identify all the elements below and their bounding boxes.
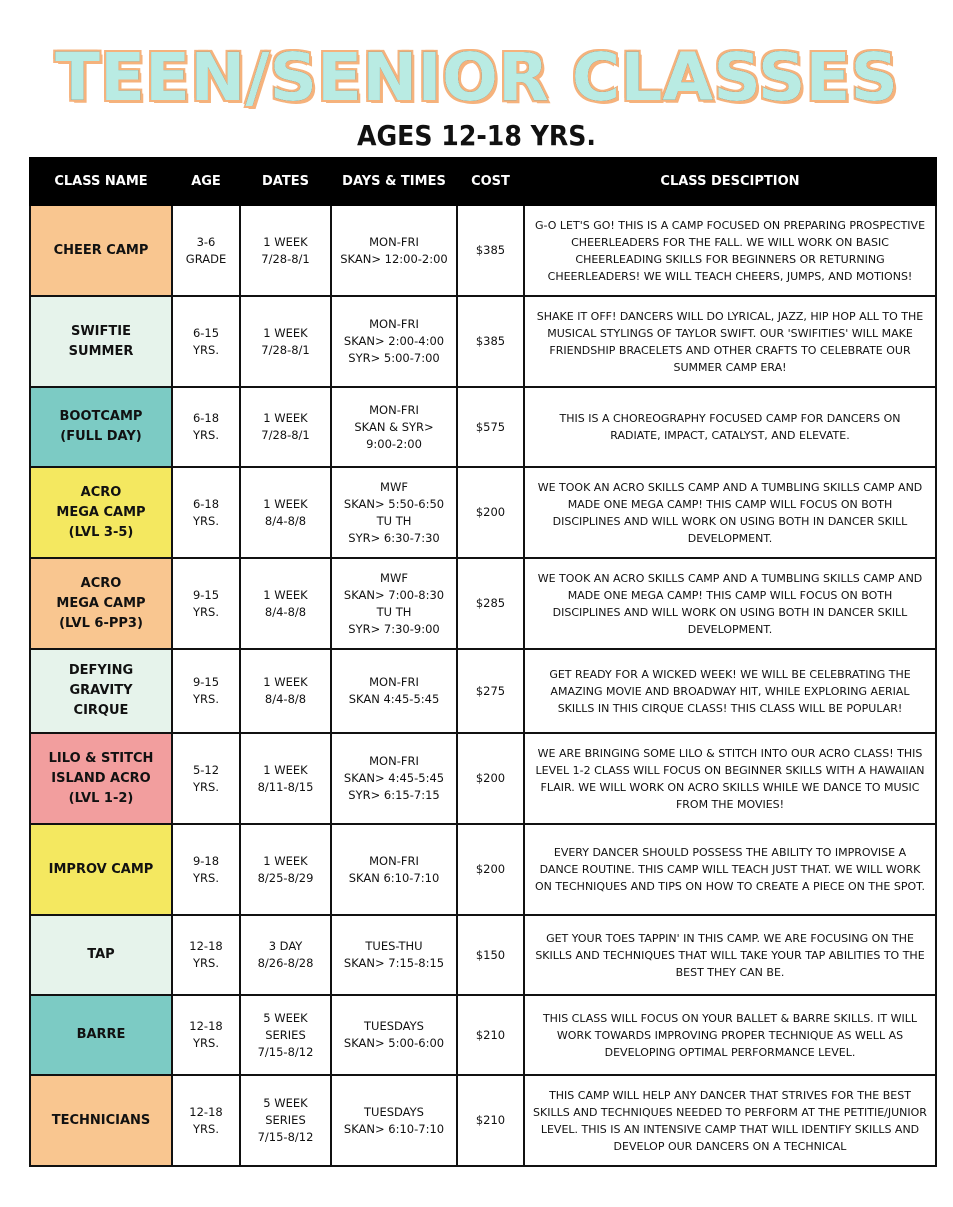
- description-cell-text: EVERY DANCER SHOULD POSSESS THE ABILITY TO IMPROVISE A DANCE ROUTINE. THIS CAMP WILL TEACH JUST THAT. WE WILL WORK ON TECHNIQUES AND TIPS ON HOW TO CREATE A PIECE ON THE SPOT.: [534, 846, 926, 893]
- cost-cell-text: $275: [475, 683, 506, 698]
- class-name-cell: [30, 733, 172, 824]
- age-cell: [172, 1075, 240, 1166]
- table-row: [30, 995, 936, 1075]
- dates-cell: [240, 995, 331, 1075]
- dates-cell: [240, 824, 331, 915]
- age-cell-text: 6-18 YRS.: [192, 411, 220, 442]
- age-cell-text: 3-6 GRADE: [185, 234, 227, 266]
- description-cell: [524, 824, 936, 915]
- dates-cell: [240, 296, 331, 387]
- cost-cell: [457, 1075, 524, 1166]
- table-row: [30, 824, 936, 915]
- age-cell: [172, 824, 240, 915]
- header-class-name: CLASS NAME: [30, 158, 172, 205]
- table-row: [30, 733, 936, 824]
- class-name-cell-text: IMPROV CAMP: [48, 861, 154, 877]
- class-name-cell-text: CHEER CAMP: [53, 242, 149, 258]
- description-cell-text: THIS CAMP WILL HELP ANY DANCER THAT STRIVES FOR THE BEST SKILLS AND TECHNIQUES NEEDED TO PERFORM AT THE PETITIE/JUNIOR LEVEL. THIS IS AN INTENSIVE CAMP THAT WILL IDENTIFY SKILLS AND DEVELOP OUR DANCERS ON A TECHNICAL: [533, 1088, 927, 1153]
- table-row: [30, 387, 936, 467]
- description-cell: [524, 995, 936, 1075]
- description-cell-text: WE TOOK AN ACRO SKILLS CAMP AND A TUMBLING SKILLS CAMP AND MADE ONE MEGA CAMP! THIS CAMP WILL FOCUS ON BOTH DISCIPLINES AND WILL WORK ON USING BOTH IN DANCER SKILL DEVELOPMENT.: [537, 571, 923, 636]
- class-schedule-table: [29, 157, 937, 1167]
- days-times-cell-text: TUESDAYS SKAN> 5:00-6:00: [343, 1019, 445, 1050]
- page-subtitle: AGES 12-18 YRS.: [357, 119, 596, 152]
- age-cell-text: 9-18 YRS.: [192, 853, 220, 885]
- cost-cell: [457, 558, 524, 649]
- description-cell: [524, 915, 936, 995]
- dates-cell: [240, 205, 331, 296]
- header-age: AGE: [172, 158, 240, 205]
- cost-cell-text: $285: [475, 596, 506, 610]
- dates-cell-text: 5 WEEK SERIES 7/15-8/12: [257, 1096, 314, 1144]
- description-cell-text: THIS IS A CHOREOGRAPHY FOCUSED CAMP FOR DANCERS ON RADIATE, IMPACT, CATALYST, AND ELEVATE.: [559, 412, 901, 442]
- days-times-cell: [331, 733, 457, 824]
- dates-cell: [240, 387, 331, 467]
- description-cell: [524, 205, 936, 296]
- class-name-cell-text: TAP: [87, 947, 115, 962]
- days-times-cell-text: MON-FRI SKAN> 4:45-5:45 SYR> 6:15-7:15: [343, 754, 445, 802]
- class-name-cell: [30, 296, 172, 387]
- age-cell-text: 12-18 YRS.: [189, 939, 223, 970]
- dates-cell-text: 1 WEEK 8/11-8/15: [257, 762, 314, 794]
- cost-cell-text: $200: [475, 862, 506, 876]
- description-cell-text: WE ARE BRINGING SOME LILO & STITCH INTO OUR ACRO CLASS! THIS LEVEL 1-2 CLASS WILL FOCUS ON BEGINNER SKILLS WITH A HAWAIIAN FLAIR. WE WILL WORK ON ACRO SKILLS WHILE WE DANCE TO MUSIC FROM THE MOVIES!: [535, 746, 925, 811]
- days-times-cell: [331, 1075, 457, 1166]
- days-times-cell: [331, 824, 457, 915]
- age-cell-text: 9-15 YRS.: [192, 675, 220, 706]
- class-name-cell-text: LILO & STITCH ISLAND ACRO (LVL 1-2): [48, 750, 154, 806]
- cost-cell-text: $385: [475, 334, 506, 348]
- days-times-cell: [331, 915, 457, 995]
- description-cell: [524, 558, 936, 649]
- table-row: [30, 205, 936, 296]
- days-times-cell-text: TUES-THU SKAN> 7:15-8:15: [343, 939, 445, 970]
- cost-cell-text: $200: [475, 505, 506, 519]
- dates-cell-text: 3 DAY 8/26-8/28: [257, 939, 314, 970]
- header-days-times: DAYS & TIMES: [331, 158, 457, 205]
- dates-cell-text: 1 WEEK 8/4-8/8: [263, 496, 308, 528]
- cost-cell-text: $210: [475, 1113, 506, 1127]
- days-times-cell-text: MON-FRI SKAN> 2:00-4:00 SYR> 5:00-7:00: [343, 317, 445, 365]
- cost-cell-text: $150: [475, 947, 506, 962]
- table-row: [30, 467, 936, 558]
- days-times-cell-text: MON-FRI SKAN 6:10-7:10: [348, 853, 440, 885]
- class-name-cell-text: SWIFTIE SUMMER: [68, 323, 134, 359]
- age-cell-text: 9-15 YRS.: [192, 587, 220, 619]
- description-cell-text: WE TOOK AN ACRO SKILLS CAMP AND A TUMBLING SKILLS CAMP AND MADE ONE MEGA CAMP! THIS CAMP WILL FOCUS ON BOTH DISCIPLINES AND WILL WORK ON USING BOTH IN DANCER SKILL DEVELOPMENT.: [537, 480, 923, 545]
- age-cell: [172, 558, 240, 649]
- dates-cell-text: 1 WEEK 7/28-8/1: [261, 234, 310, 266]
- days-times-cell: [331, 558, 457, 649]
- days-times-cell-text: MWF SKAN> 5:50-6:50 TU TH SYR> 6:30-7:30: [343, 479, 445, 545]
- cost-cell-text: $575: [475, 419, 506, 434]
- cost-cell: [457, 824, 524, 915]
- cost-cell: [457, 467, 524, 558]
- dates-cell: [240, 733, 331, 824]
- page-title: TEEN/SENIOR CLASSES: [54, 39, 899, 116]
- dates-cell-text: 1 WEEK 8/4-8/8: [263, 587, 308, 619]
- description-cell: [524, 733, 936, 824]
- class-name-cell: [30, 205, 172, 296]
- dates-cell: [240, 915, 331, 995]
- class-name-cell-text: BOOTCAMP (FULL DAY): [59, 409, 143, 444]
- dates-cell: [240, 467, 331, 558]
- description-cell: [524, 649, 936, 733]
- age-cell: [172, 205, 240, 296]
- description-cell: [524, 296, 936, 387]
- days-times-cell: [331, 649, 457, 733]
- class-name-cell: [30, 824, 172, 915]
- days-times-cell-text: MON-FRI SKAN 4:45-5:45: [348, 675, 440, 706]
- cost-cell: [457, 995, 524, 1075]
- age-cell: [172, 467, 240, 558]
- header-dates: DATES: [240, 158, 331, 205]
- cost-cell-text: $200: [475, 771, 506, 785]
- age-cell-text: 5-12 YRS.: [192, 762, 220, 794]
- class-name-cell-text: DEFYING GRAVITY CIRQUE: [68, 663, 134, 718]
- class-name-cell-text: ACRO MEGA CAMP (LVL 3-5): [56, 484, 146, 540]
- description-cell-text: SHAKE IT OFF! DANCERS WILL DO LYRICAL, JAZZ, HIP HOP ALL TO THE MUSICAL STYLINGS OF TAYLOR SWIFT. OUR 'SWIFITIES' WILL MAKE FRIENDSHIP BRACELETS AND OTHER CRAFTS TO CELEBRATE OUR SUMMER CAMP ERA!: [536, 309, 924, 374]
- table-row: [30, 558, 936, 649]
- table-row: [30, 296, 936, 387]
- class-name-cell-text: TECHNICIANS: [51, 1112, 151, 1128]
- cost-cell: [457, 649, 524, 733]
- class-name-cell-text: BARRE: [76, 1027, 126, 1042]
- age-cell-text: 12-18 YRS.: [189, 1104, 223, 1136]
- age-cell: [172, 733, 240, 824]
- days-times-cell-text: MON-FRI SKAN> 12:00-2:00: [340, 234, 448, 266]
- age-cell: [172, 995, 240, 1075]
- table-row: [30, 649, 936, 733]
- class-name-cell: [30, 558, 172, 649]
- days-times-cell: [331, 205, 457, 296]
- class-name-cell: [30, 995, 172, 1075]
- age-cell: [172, 296, 240, 387]
- table-row: [30, 1075, 936, 1166]
- days-times-cell: [331, 467, 457, 558]
- dates-cell-text: 1 WEEK 7/28-8/1: [261, 411, 310, 442]
- age-cell-text: 12-18 YRS.: [189, 1019, 223, 1050]
- dates-cell-text: 1 WEEK 7/28-8/1: [261, 325, 310, 357]
- cost-cell: [457, 915, 524, 995]
- description-cell-text: GET YOUR TOES TAPPIN' IN THIS CAMP. WE ARE FOCUSING ON THE SKILLS AND TECHNIQUES THAT WILL TAKE YOUR TAP ABILITIES TO THE BEST THEY CAN BE.: [535, 931, 925, 979]
- dates-cell: [240, 1075, 331, 1166]
- age-cell: [172, 915, 240, 995]
- header-cost: COST: [457, 158, 524, 205]
- days-times-cell: [331, 296, 457, 387]
- dates-cell: [240, 558, 331, 649]
- table-row: [30, 915, 936, 995]
- days-times-cell-text: TUESDAYS SKAN> 6:10-7:10: [343, 1104, 445, 1136]
- cost-cell: [457, 205, 524, 296]
- header-description: CLASS DESCIPTION: [524, 158, 936, 205]
- dates-cell-text: 1 WEEK 8/4-8/8: [263, 675, 308, 706]
- days-times-cell-text: MON-FRI SKAN & SYR> 9:00-2:00: [354, 402, 434, 451]
- age-cell-text: 6-18 YRS.: [192, 496, 220, 528]
- description-cell-text: GET READY FOR A WICKED WEEK! WE WILL BE CELEBRATING THE AMAZING MOVIE AND BROADWAY HIT, WHILE EXPLORING AERIAL SKILLS IN THIS CIRQUE CLASS! THIS CLASS WILL BE POPULAR!: [549, 667, 911, 715]
- age-cell: [172, 649, 240, 733]
- description-cell: [524, 467, 936, 558]
- cost-cell: [457, 296, 524, 387]
- class-name-cell-text: ACRO MEGA CAMP (LVL 6-PP3): [56, 575, 146, 631]
- cost-cell: [457, 387, 524, 467]
- description-cell-text: G-O LET'S GO! THIS IS A CAMP FOCUSED ON PREPARING PROSPECTIVE CHEERLEADERS FOR THE FALL. WE WILL WORK ON BASIC CHEERLEADING SKILLS FOR BEGINNERS OR RETURNING CHEERLEADERS! WE WILL TEACH CHEERS, JUMPS, AND MOTIONS!: [534, 218, 926, 283]
- dates-cell: [240, 649, 331, 733]
- class-name-cell: [30, 649, 172, 733]
- cost-cell: [457, 733, 524, 824]
- age-cell-text: 6-15 YRS.: [192, 325, 220, 357]
- table-header-row: [30, 158, 936, 205]
- cost-cell-text: $385: [475, 243, 506, 257]
- days-times-cell: [331, 387, 457, 467]
- class-name-cell: [30, 1075, 172, 1166]
- days-times-cell-text: MWF SKAN> 7:00-8:30 TU TH SYR> 7:30-9:00: [343, 570, 445, 636]
- age-cell: [172, 387, 240, 467]
- dates-cell-text: 1 WEEK 8/25-8/29: [257, 853, 314, 885]
- class-name-cell: [30, 467, 172, 558]
- days-times-cell: [331, 995, 457, 1075]
- description-cell: [524, 387, 936, 467]
- dates-cell-text: 5 WEEK SERIES 7/15-8/12: [257, 1010, 314, 1059]
- description-cell-text: THIS CLASS WILL FOCUS ON YOUR BALLET & BARRE SKILLS. IT WILL WORK TOWARDS IMPROVING PROPER TECHNIQUE AS WELL AS DEVELOPING OPTIMAL PERFORMANCE LEVEL.: [542, 1011, 918, 1059]
- cost-cell-text: $210: [475, 1027, 506, 1042]
- description-cell: [524, 1075, 936, 1166]
- class-name-cell: [30, 387, 172, 467]
- class-name-cell: [30, 915, 172, 995]
